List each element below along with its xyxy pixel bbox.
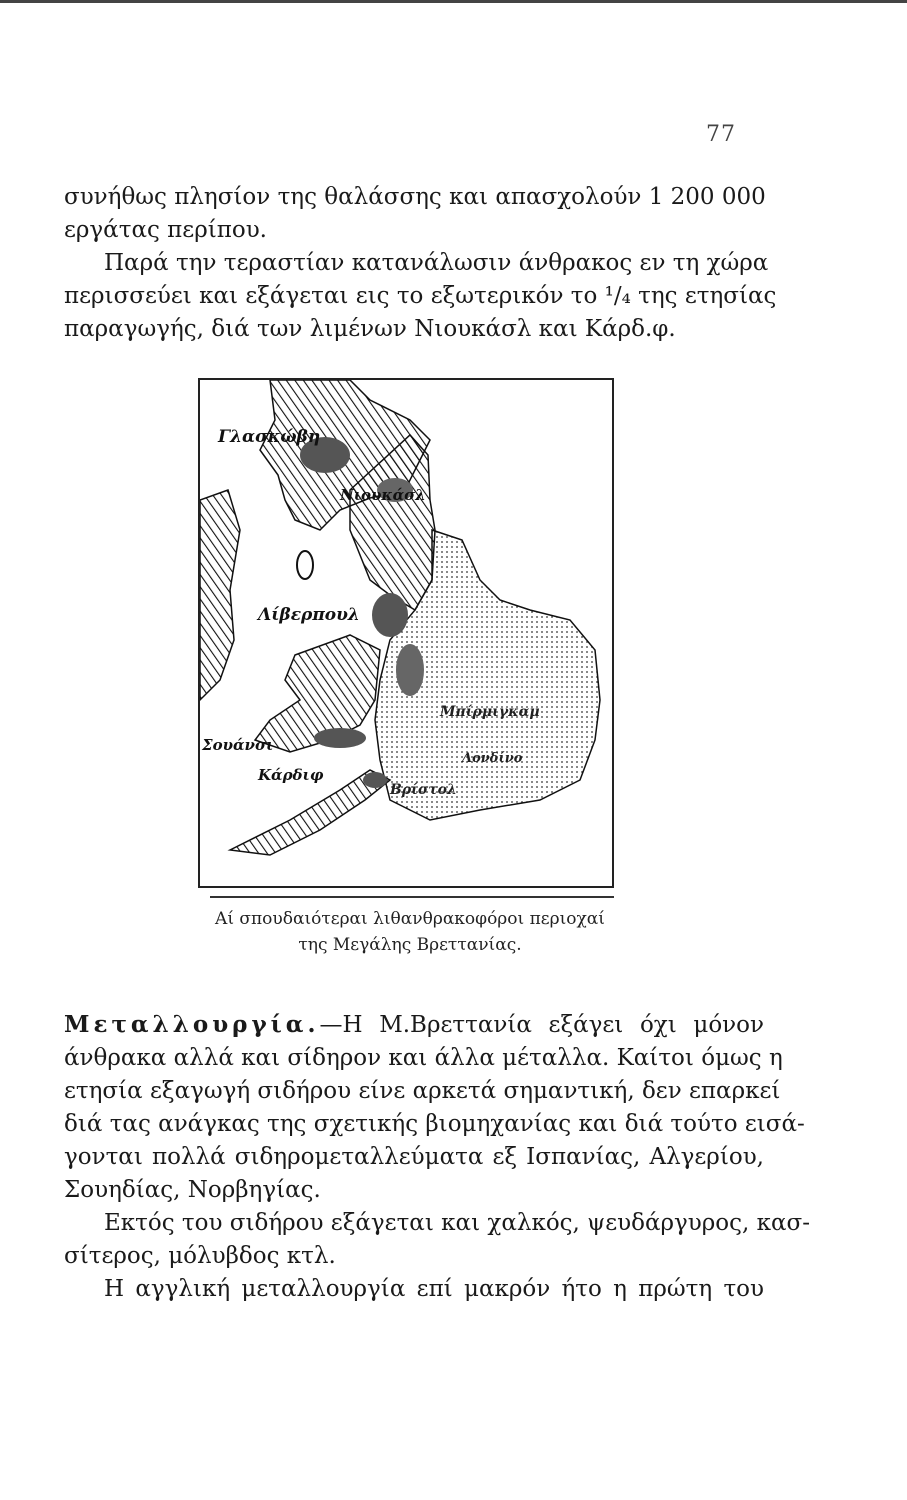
text-line: παραγωγής, διά των λιμένων Νιουκάσλ και Κάρδ.φ.: [64, 316, 676, 342]
text-line: Παρά την τεραστίαν κατανάλωσιν άνθρακος εν τη χώρα: [104, 250, 769, 276]
page-number: 77: [706, 122, 736, 147]
ireland-fragment: [200, 490, 240, 700]
top-text: [64, 181, 777, 346]
text-line: Η αγγλική μεταλλουργία επί μακρόν ήτο η πρώτη του: [104, 1276, 764, 1302]
caption-line: Αί σπουδαιότεραι λιθανθρακοφόροι περιοχαί: [215, 909, 605, 929]
coalfield-wales: [314, 728, 366, 748]
great-britain-map: [200, 380, 612, 886]
label-swansea: Σουάνσι: [202, 736, 274, 754]
caption-line: της Μεγάλης Βρεττανίας.: [298, 935, 522, 955]
map-bottom-rule: [210, 896, 614, 898]
text-line: σίτερος, μόλυβδος κτλ.: [64, 1243, 336, 1269]
coalfield-lancashire: [372, 593, 408, 637]
text-line: διά τας ανάγκας της σχετικής βιομηχανίας και διά τούτο εισά-: [64, 1111, 805, 1137]
label-london: Λονδίνο: [462, 751, 523, 766]
section-first-line-text: —Η Μ.Βρεττανία εξάγει όχι μόνον: [319, 1012, 764, 1038]
section-heading: Μεταλλουργία.: [64, 1011, 320, 1038]
section-metallurgy: [64, 1008, 810, 1306]
coalfield-yorkshire: [396, 644, 424, 696]
label-liverpool: Λίβερπουλ: [258, 605, 360, 625]
text-line: Εκτός του σιδήρου εξάγεται και χαλκός, ψευδάργυρος, κασ-: [104, 1210, 810, 1236]
label-newcastle: Νιουκάσλ: [340, 486, 426, 504]
isle-of-man: [297, 551, 313, 579]
text-line: άνθρακα αλλά και σίδηρον και άλλα μέταλλα. Καίτοι όμως η: [64, 1045, 783, 1071]
text-line: συνήθως πλησίον της θαλάσσης και απασχολούν 1 200 000: [64, 184, 766, 210]
text-line: γονται πολλά σιδηρομεταλλεύματα εξ Ισπανίας, Αλγερίου,: [64, 1144, 764, 1170]
coal-regions-map: [198, 378, 614, 888]
text-line: περισσεύει και εξάγεται εις το εξωτερικόν το ¹/₄ της ετησίας: [64, 283, 777, 309]
text-line: ετησία εξαγωγή σιδήρου είνε αρκετά σημαντική, δεν επαρκεί: [64, 1078, 781, 1104]
text-line: Σουηδίας, Νορβηγίας.: [64, 1177, 321, 1203]
label-glasgow: Γλασκώβη: [218, 427, 321, 447]
page-top-edge: [0, 0, 907, 3]
figure-caption: [180, 906, 640, 958]
label-bristol: Βρίστολ: [390, 782, 457, 798]
label-cardiff: Κάρδιφ: [258, 766, 324, 784]
coalfield-bristol: [363, 772, 387, 788]
text-line: εργάτας περίπου.: [64, 217, 267, 243]
label-birmingham: Μπίρμιγκαμ: [440, 704, 540, 720]
section-first-line: [64, 1008, 764, 1042]
